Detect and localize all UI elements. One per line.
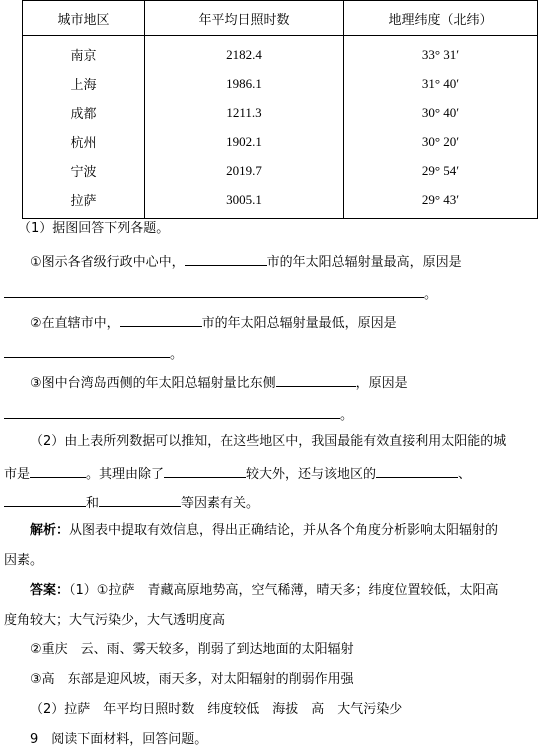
q1-b-blank-reason[interactable] — [4, 343, 170, 358]
answer-line4: ③高 东部是迎风坡，雨天多，对太阳辐射的削弱作用强 — [30, 672, 354, 687]
q2-blank-reason2[interactable] — [376, 463, 458, 478]
q1-a-blank-city[interactable] — [185, 251, 267, 266]
cell-latitude: 29° 54′ — [344, 156, 538, 185]
q1-b-line — [30, 312, 541, 333]
cell-latitude: 30° 20′ — [344, 127, 538, 156]
table-row — [23, 156, 538, 185]
q2-l3-mid: 和 — [86, 496, 100, 511]
cell-latitude: 30° 40′ — [344, 98, 538, 127]
q2-blank-reason1[interactable] — [164, 463, 246, 478]
q2-l3-end: 等因素有关。 — [181, 496, 260, 511]
analysis-line1 — [30, 522, 541, 540]
table-row — [23, 98, 538, 127]
analysis-text1: 从图表中提取有效信息，得出正确结论，并从各个角度分析影响太阳辐射的 — [69, 523, 499, 538]
answer-text1: （1）①拉萨 青藏高原地势高，空气稀薄，晴天多；纬度位置较低，太阳高 — [69, 583, 499, 598]
cell-city: 南京 — [23, 36, 145, 70]
cell-hours: 1986.1 — [145, 69, 344, 98]
analysis-label: 解析： — [30, 523, 70, 538]
q1-c-blank-reason[interactable] — [4, 404, 340, 419]
q1-a-line — [30, 251, 541, 272]
header-city: 城市地区 — [23, 1, 145, 36]
cell-city: 拉萨 — [23, 185, 145, 219]
cell-latitude: 31° 40′ — [344, 69, 538, 98]
cell-latitude: 33° 31′ — [344, 36, 538, 70]
answer-line2: 度角较大；大气污染少，大气透明度高 — [4, 613, 226, 628]
table-row — [23, 185, 538, 219]
cell-city: 成都 — [23, 98, 145, 127]
q1-b-post: 市的年太阳总辐射量最低，原因是 — [201, 316, 397, 331]
q2-l2-end: 、 — [458, 467, 472, 482]
q1-c-post: ，原因是 — [355, 376, 408, 391]
cell-hours: 2019.7 — [145, 156, 344, 185]
q1-b-blank-city[interactable] — [120, 312, 202, 327]
q1-b-reason-line — [4, 343, 541, 364]
q1-a-reason-line — [4, 283, 541, 304]
answer-line1 — [30, 582, 541, 600]
cell-city: 杭州 — [23, 127, 145, 156]
q2-blank-reason4[interactable] — [99, 492, 181, 507]
q2-l2-mid2: 较大外，还与该地区的 — [246, 467, 377, 482]
cell-latitude: 29° 43′ — [344, 185, 538, 219]
cell-hours: 1211.3 — [145, 98, 344, 127]
cell-city: 宁波 — [23, 156, 145, 185]
q1-a-blank-reason[interactable] — [4, 283, 424, 298]
q1-a-period: 。 — [424, 287, 438, 302]
next-question: 9 阅读下面材料，回答问题。 — [30, 732, 208, 747]
table-row — [23, 127, 538, 156]
q1-b-pre: ②在直辖市中， — [30, 316, 120, 331]
q1-c-reason-line — [4, 404, 541, 425]
cell-hours: 2182.4 — [145, 36, 344, 70]
sunshine-table — [22, 0, 538, 219]
q1-c-blank-compare[interactable] — [276, 372, 356, 387]
cell-hours: 3005.1 — [145, 185, 344, 219]
q1-c-line — [30, 372, 541, 393]
answer-line3: ②重庆 云、雨、雾天较多，削弱了到达地面的太阳辐射 — [30, 642, 354, 657]
q1-c-pre: ③图中台湾岛西侧的年太阳总辐射量比东侧 — [30, 376, 276, 391]
analysis-text2: 因素。 — [4, 553, 44, 568]
q2-line2 — [4, 463, 541, 484]
q1-c-period: 。 — [340, 408, 354, 423]
q1-intro: （1）据图回答下列各题。 — [18, 221, 170, 236]
header-hours: 年平均日照时数 — [145, 1, 344, 36]
q2-l2-mid: 。其理由除了 — [86, 467, 165, 482]
table-row — [23, 69, 538, 98]
answer-label: 答案： — [30, 583, 70, 598]
cell-city: 上海 — [23, 69, 145, 98]
header-latitude: 地理纬度（北纬） — [344, 1, 538, 36]
table-header-row — [23, 1, 538, 36]
q2-blank-city[interactable] — [30, 463, 86, 478]
cell-hours: 1902.1 — [145, 127, 344, 156]
answer-line5: （2）拉萨 年平均日照时数 纬度较低 海拔 高 大气污染少 — [30, 702, 403, 717]
q1-b-period: 。 — [170, 347, 184, 362]
q2-l2-pre: 市是 — [4, 467, 31, 482]
q2-blank-reason3[interactable] — [4, 492, 86, 507]
q2-line3 — [4, 492, 541, 513]
q1-a-post: 市的年太阳总辐射量最高，原因是 — [266, 255, 462, 270]
table-row — [23, 36, 538, 70]
q2-line1: （2）由上表所列数据可以推知，在这些地区中，我国最能有效直接利用太阳能的城 — [30, 434, 507, 449]
q1-a-pre: ①图示各省级行政中心中， — [30, 255, 185, 270]
